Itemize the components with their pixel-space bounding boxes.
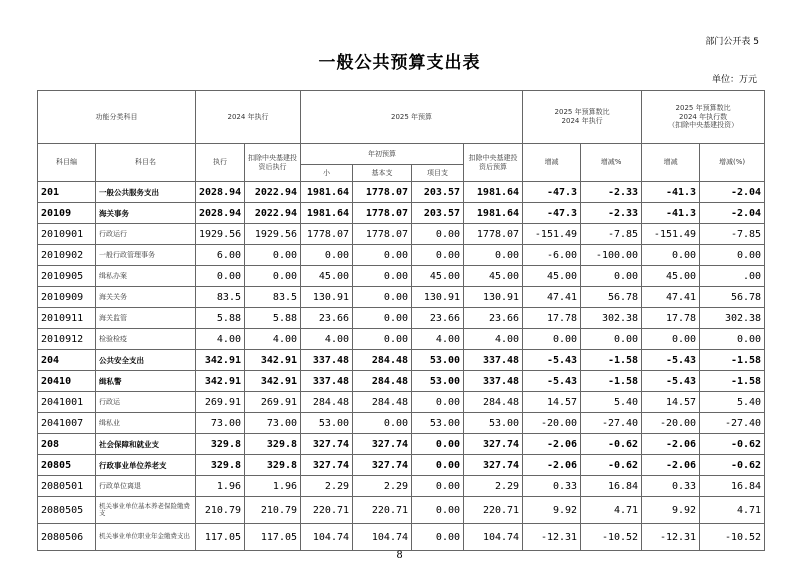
cell-subtotal: 284.48 bbox=[301, 392, 353, 413]
cell-basic: 0.00 bbox=[353, 308, 412, 329]
cell-change2-pct: 56.78 bbox=[700, 287, 765, 308]
cell-change: -5.43 bbox=[523, 371, 581, 392]
header-exec: 执行 bbox=[196, 144, 245, 182]
cell-exec-net: 117.05 bbox=[245, 524, 301, 551]
cell-exec-net: 0.00 bbox=[245, 245, 301, 266]
cell-code: 2010901 bbox=[38, 224, 96, 245]
cell-exec-net: 342.91 bbox=[245, 350, 301, 371]
cell-change: 47.41 bbox=[523, 287, 581, 308]
cell-change-pct: -2.33 bbox=[581, 182, 642, 203]
header-compare-adjusted-line1: 2025 年预算数比 bbox=[675, 103, 731, 112]
cell-project: 53.00 bbox=[412, 413, 464, 434]
cell-change2: 45.00 bbox=[642, 266, 700, 287]
cell-exec: 4.00 bbox=[196, 329, 245, 350]
cell-budget-net: 327.74 bbox=[464, 455, 523, 476]
cell-change2: -20.00 bbox=[642, 413, 700, 434]
cell-budget-net: 130.91 bbox=[464, 287, 523, 308]
cell-project: 0.00 bbox=[412, 392, 464, 413]
cell-project: 4.00 bbox=[412, 329, 464, 350]
table-row bbox=[38, 245, 765, 266]
cell-name: 缉私业 bbox=[96, 413, 196, 434]
cell-basic: 104.74 bbox=[353, 524, 412, 551]
cell-change: 17.78 bbox=[523, 308, 581, 329]
header-change: 增减 bbox=[523, 144, 581, 182]
cell-budget-net: 337.48 bbox=[464, 371, 523, 392]
table-row bbox=[38, 308, 765, 329]
header-compare-2024-line2: 2024 年执行 bbox=[561, 117, 603, 125]
cell-exec: 329.8 bbox=[196, 434, 245, 455]
cell-budget-net: 4.00 bbox=[464, 329, 523, 350]
cell-exec: 83.5 bbox=[196, 287, 245, 308]
cell-change-pct: -0.62 bbox=[581, 455, 642, 476]
page-title: 一般公共预算支出表 bbox=[318, 53, 481, 73]
cell-exec-net: 1929.56 bbox=[245, 224, 301, 245]
cell-change2-pct: 16.84 bbox=[700, 476, 765, 497]
cell-project: 0.00 bbox=[412, 224, 464, 245]
cell-budget-net: 45.00 bbox=[464, 266, 523, 287]
cell-exec: 269.91 bbox=[196, 392, 245, 413]
cell-exec-net: 210.79 bbox=[245, 497, 301, 524]
cell-exec: 342.91 bbox=[196, 350, 245, 371]
cell-change2: -12.31 bbox=[642, 524, 700, 551]
cell-change: 9.92 bbox=[523, 497, 581, 524]
header-change2: 增减 bbox=[642, 144, 700, 182]
header-row-2 bbox=[38, 144, 765, 165]
cell-change2-pct: 4.71 bbox=[700, 497, 765, 524]
cell-change2-pct: 0.00 bbox=[700, 329, 765, 350]
cell-basic: 284.48 bbox=[353, 371, 412, 392]
cell-change2-pct: -10.52 bbox=[700, 524, 765, 551]
cell-code: 2010912 bbox=[38, 329, 96, 350]
cell-change2-pct: -2.04 bbox=[700, 203, 765, 224]
cell-change2: 14.57 bbox=[642, 392, 700, 413]
cell-exec-net: 73.00 bbox=[245, 413, 301, 434]
cell-exec-net: 269.91 bbox=[245, 392, 301, 413]
cell-budget-net: 337.48 bbox=[464, 350, 523, 371]
cell-change-pct: -2.33 bbox=[581, 203, 642, 224]
cell-name: 检验检疫 bbox=[96, 329, 196, 350]
cell-change2: -2.06 bbox=[642, 434, 700, 455]
cell-project: 0.00 bbox=[412, 497, 464, 524]
header-basic: 基本支 bbox=[353, 165, 412, 182]
cell-code: 208 bbox=[38, 434, 96, 455]
header-compare-adjusted-line2: 2024 年执行数 bbox=[679, 112, 728, 121]
header-name: 科目名 bbox=[96, 144, 196, 182]
cell-code: 2080506 bbox=[38, 524, 96, 551]
cell-change2-pct: 0.00 bbox=[700, 245, 765, 266]
header-exec-net: 扣除中央基建投资后执行 bbox=[245, 144, 301, 182]
cell-name: 公共安全支出 bbox=[96, 350, 196, 371]
budget-table bbox=[37, 90, 765, 551]
cell-change: -6.00 bbox=[523, 245, 581, 266]
cell-change2: -41.3 bbox=[642, 182, 700, 203]
cell-budget-net: 53.00 bbox=[464, 413, 523, 434]
cell-name: 行政单位离退 bbox=[96, 476, 196, 497]
cell-change-pct: -0.62 bbox=[581, 434, 642, 455]
cell-exec: 6.00 bbox=[196, 245, 245, 266]
table-row bbox=[38, 224, 765, 245]
cell-project: 23.66 bbox=[412, 308, 464, 329]
header-change2-pct: 增减(%) bbox=[700, 144, 765, 182]
cell-change-pct: 56.78 bbox=[581, 287, 642, 308]
cell-change-pct: 0.00 bbox=[581, 266, 642, 287]
cell-name: 海关关务 bbox=[96, 287, 196, 308]
table-row bbox=[38, 287, 765, 308]
cell-code: 20805 bbox=[38, 455, 96, 476]
cell-exec-net: 2022.94 bbox=[245, 203, 301, 224]
cell-change-pct: 4.71 bbox=[581, 497, 642, 524]
table-row bbox=[38, 413, 765, 434]
cell-subtotal: 2.29 bbox=[301, 476, 353, 497]
cell-exec-net: 329.8 bbox=[245, 455, 301, 476]
cell-budget-net: 327.74 bbox=[464, 434, 523, 455]
cell-subtotal: 4.00 bbox=[301, 329, 353, 350]
cell-change: -2.06 bbox=[523, 455, 581, 476]
cell-change-pct: -10.52 bbox=[581, 524, 642, 551]
cell-exec: 1929.56 bbox=[196, 224, 245, 245]
cell-exec: 342.91 bbox=[196, 371, 245, 392]
cell-change2-pct: -1.58 bbox=[700, 371, 765, 392]
cell-change2-pct: -2.04 bbox=[700, 182, 765, 203]
header-code: 科目编 bbox=[38, 144, 96, 182]
cell-change2: -151.49 bbox=[642, 224, 700, 245]
cell-subtotal: 0.00 bbox=[301, 245, 353, 266]
cell-name: 一般公共服务支出 bbox=[96, 182, 196, 203]
cell-change2-pct: -0.62 bbox=[700, 434, 765, 455]
cell-exec-net: 0.00 bbox=[245, 266, 301, 287]
cell-change-pct: 302.38 bbox=[581, 308, 642, 329]
cell-exec: 210.79 bbox=[196, 497, 245, 524]
cell-basic: 1778.07 bbox=[353, 224, 412, 245]
cell-exec: 2028.94 bbox=[196, 203, 245, 224]
cell-exec-net: 4.00 bbox=[245, 329, 301, 350]
table-row bbox=[38, 497, 765, 524]
table-row bbox=[38, 371, 765, 392]
cell-budget-net: 284.48 bbox=[464, 392, 523, 413]
header-func-class: 功能分类科目 bbox=[38, 91, 196, 144]
cell-subtotal: 53.00 bbox=[301, 413, 353, 434]
cell-code: 2010909 bbox=[38, 287, 96, 308]
header-exec-2024: 2024 年执行 bbox=[196, 91, 301, 144]
cell-name: 海关监管 bbox=[96, 308, 196, 329]
table-row bbox=[38, 350, 765, 371]
cell-change: -20.00 bbox=[523, 413, 581, 434]
cell-basic: 0.00 bbox=[353, 329, 412, 350]
cell-code: 2041007 bbox=[38, 413, 96, 434]
cell-change-pct: -7.85 bbox=[581, 224, 642, 245]
cell-change: 0.00 bbox=[523, 329, 581, 350]
cell-change: -5.43 bbox=[523, 350, 581, 371]
cell-change2-pct: -0.62 bbox=[700, 455, 765, 476]
cell-exec: 5.88 bbox=[196, 308, 245, 329]
cell-code: 2010902 bbox=[38, 245, 96, 266]
cell-project: 45.00 bbox=[412, 266, 464, 287]
cell-change-pct: 0.00 bbox=[581, 329, 642, 350]
cell-budget-net: 2.29 bbox=[464, 476, 523, 497]
header-compare-adjusted-line3: （扣除中央基建投资） bbox=[668, 121, 739, 130]
cell-exec: 73.00 bbox=[196, 413, 245, 434]
cell-exec-net: 2022.94 bbox=[245, 182, 301, 203]
cell-basic: 2.29 bbox=[353, 476, 412, 497]
cell-exec: 2028.94 bbox=[196, 182, 245, 203]
cell-budget-net: 104.74 bbox=[464, 524, 523, 551]
cell-name: 行政事业单位养老支 bbox=[96, 455, 196, 476]
cell-subtotal: 327.74 bbox=[301, 434, 353, 455]
cell-name: 缉私警 bbox=[96, 371, 196, 392]
cell-change: -12.31 bbox=[523, 524, 581, 551]
cell-basic: 0.00 bbox=[353, 413, 412, 434]
cell-project: 203.57 bbox=[412, 182, 464, 203]
cell-subtotal: 1981.64 bbox=[301, 203, 353, 224]
table-row bbox=[38, 329, 765, 350]
cell-change2: 47.41 bbox=[642, 287, 700, 308]
page-number: 8 bbox=[396, 550, 403, 561]
table-row bbox=[38, 266, 765, 287]
cell-basic: 220.71 bbox=[353, 497, 412, 524]
cell-change2-pct: 5.40 bbox=[700, 392, 765, 413]
table-row bbox=[38, 476, 765, 497]
cell-change: -151.49 bbox=[523, 224, 581, 245]
cell-name: 行政运行 bbox=[96, 224, 196, 245]
cell-code: 2010905 bbox=[38, 266, 96, 287]
header-budget-2025: 2025 年预算 bbox=[301, 91, 523, 144]
cell-subtotal: 337.48 bbox=[301, 371, 353, 392]
cell-change2: -2.06 bbox=[642, 455, 700, 476]
cell-change2: -5.43 bbox=[642, 350, 700, 371]
cell-change: -47.3 bbox=[523, 203, 581, 224]
table-row bbox=[38, 434, 765, 455]
table-row bbox=[38, 203, 765, 224]
header-compare-adjusted bbox=[642, 91, 765, 144]
cell-change2-pct: 302.38 bbox=[700, 308, 765, 329]
cell-change: 45.00 bbox=[523, 266, 581, 287]
table-row bbox=[38, 392, 765, 413]
cell-budget-net: 220.71 bbox=[464, 497, 523, 524]
cell-project: 53.00 bbox=[412, 371, 464, 392]
cell-code: 20410 bbox=[38, 371, 96, 392]
cell-change2: 17.78 bbox=[642, 308, 700, 329]
unit-label: 单位：万元 bbox=[711, 75, 757, 85]
cell-project: 0.00 bbox=[412, 476, 464, 497]
cell-exec: 0.00 bbox=[196, 266, 245, 287]
cell-name: 社会保障和就业支 bbox=[96, 434, 196, 455]
header-compare-2024 bbox=[523, 91, 642, 144]
cell-project: 0.00 bbox=[412, 455, 464, 476]
cell-change: -47.3 bbox=[523, 182, 581, 203]
cell-project: 130.91 bbox=[412, 287, 464, 308]
table-row bbox=[38, 182, 765, 203]
cell-project: 0.00 bbox=[412, 245, 464, 266]
cell-exec-net: 83.5 bbox=[245, 287, 301, 308]
cell-name: 机关事业单位基本养老保险缴费支 bbox=[96, 497, 196, 524]
cell-basic: 284.48 bbox=[353, 350, 412, 371]
cell-code: 2041001 bbox=[38, 392, 96, 413]
cell-change2-pct: -27.40 bbox=[700, 413, 765, 434]
cell-change-pct: 5.40 bbox=[581, 392, 642, 413]
header-row-1 bbox=[38, 91, 765, 144]
cell-name: 机关事业单位职业年金缴费支出 bbox=[96, 524, 196, 551]
cell-change-pct: -1.58 bbox=[581, 371, 642, 392]
cell-code: 20109 bbox=[38, 203, 96, 224]
cell-subtotal: 337.48 bbox=[301, 350, 353, 371]
cell-name: 海关事务 bbox=[96, 203, 196, 224]
cell-change2: 0.00 bbox=[642, 329, 700, 350]
cell-basic: 0.00 bbox=[353, 287, 412, 308]
corner-label: 部门公开表 5 bbox=[705, 37, 759, 47]
cell-exec-net: 1.96 bbox=[245, 476, 301, 497]
cell-exec: 329.8 bbox=[196, 455, 245, 476]
table-row bbox=[38, 455, 765, 476]
cell-exec-net: 5.88 bbox=[245, 308, 301, 329]
cell-exec: 117.05 bbox=[196, 524, 245, 551]
header-project: 项目支 bbox=[412, 165, 464, 182]
cell-exec-net: 329.8 bbox=[245, 434, 301, 455]
cell-budget-net: 23.66 bbox=[464, 308, 523, 329]
cell-budget-net: 1981.64 bbox=[464, 182, 523, 203]
cell-change-pct: -27.40 bbox=[581, 413, 642, 434]
cell-subtotal: 327.74 bbox=[301, 455, 353, 476]
cell-change2: -5.43 bbox=[642, 371, 700, 392]
cell-code: 2080501 bbox=[38, 476, 96, 497]
cell-subtotal: 104.74 bbox=[301, 524, 353, 551]
cell-change-pct: -1.58 bbox=[581, 350, 642, 371]
cell-subtotal: 45.00 bbox=[301, 266, 353, 287]
cell-code: 2010911 bbox=[38, 308, 96, 329]
cell-basic: 1778.07 bbox=[353, 203, 412, 224]
cell-basic: 327.74 bbox=[353, 434, 412, 455]
cell-code: 2080505 bbox=[38, 497, 96, 524]
cell-budget-net: 0.00 bbox=[464, 245, 523, 266]
cell-change2-pct: -7.85 bbox=[700, 224, 765, 245]
cell-exec-net: 342.91 bbox=[245, 371, 301, 392]
cell-project: 0.00 bbox=[412, 524, 464, 551]
cell-basic: 327.74 bbox=[353, 455, 412, 476]
header-initial-budget: 年初预算 bbox=[301, 144, 464, 165]
cell-code: 204 bbox=[38, 350, 96, 371]
cell-project: 53.00 bbox=[412, 350, 464, 371]
cell-budget-net: 1981.64 bbox=[464, 203, 523, 224]
cell-change-pct: 16.84 bbox=[581, 476, 642, 497]
cell-change-pct: -100.00 bbox=[581, 245, 642, 266]
header-compare-2024-line1: 2025 年预算数比 bbox=[554, 108, 610, 117]
cell-change2: 0.33 bbox=[642, 476, 700, 497]
cell-exec: 1.96 bbox=[196, 476, 245, 497]
cell-change: 14.57 bbox=[523, 392, 581, 413]
cell-change2: -41.3 bbox=[642, 203, 700, 224]
cell-project: 203.57 bbox=[412, 203, 464, 224]
cell-name: 缉私办案 bbox=[96, 266, 196, 287]
cell-code: 201 bbox=[38, 182, 96, 203]
header-budget-net: 扣除中央基建投资后预算 bbox=[464, 144, 523, 182]
cell-subtotal: 1778.07 bbox=[301, 224, 353, 245]
table-row bbox=[38, 524, 765, 551]
cell-change2: 0.00 bbox=[642, 245, 700, 266]
cell-change2-pct: -1.58 bbox=[700, 350, 765, 371]
cell-change2: 9.92 bbox=[642, 497, 700, 524]
cell-subtotal: 130.91 bbox=[301, 287, 353, 308]
cell-name: 行政运 bbox=[96, 392, 196, 413]
cell-subtotal: 220.71 bbox=[301, 497, 353, 524]
cell-basic: 0.00 bbox=[353, 245, 412, 266]
cell-change2-pct: .00 bbox=[700, 266, 765, 287]
cell-subtotal: 23.66 bbox=[301, 308, 353, 329]
cell-name: 一般行政管理事务 bbox=[96, 245, 196, 266]
header-subtotal: 小 bbox=[301, 165, 353, 182]
cell-basic: 0.00 bbox=[353, 266, 412, 287]
cell-basic: 1778.07 bbox=[353, 182, 412, 203]
header-change-pct: 增减% bbox=[581, 144, 642, 182]
cell-subtotal: 1981.64 bbox=[301, 182, 353, 203]
cell-basic: 284.48 bbox=[353, 392, 412, 413]
cell-change: -2.06 bbox=[523, 434, 581, 455]
cell-change: 0.33 bbox=[523, 476, 581, 497]
cell-budget-net: 1778.07 bbox=[464, 224, 523, 245]
cell-project: 0.00 bbox=[412, 434, 464, 455]
